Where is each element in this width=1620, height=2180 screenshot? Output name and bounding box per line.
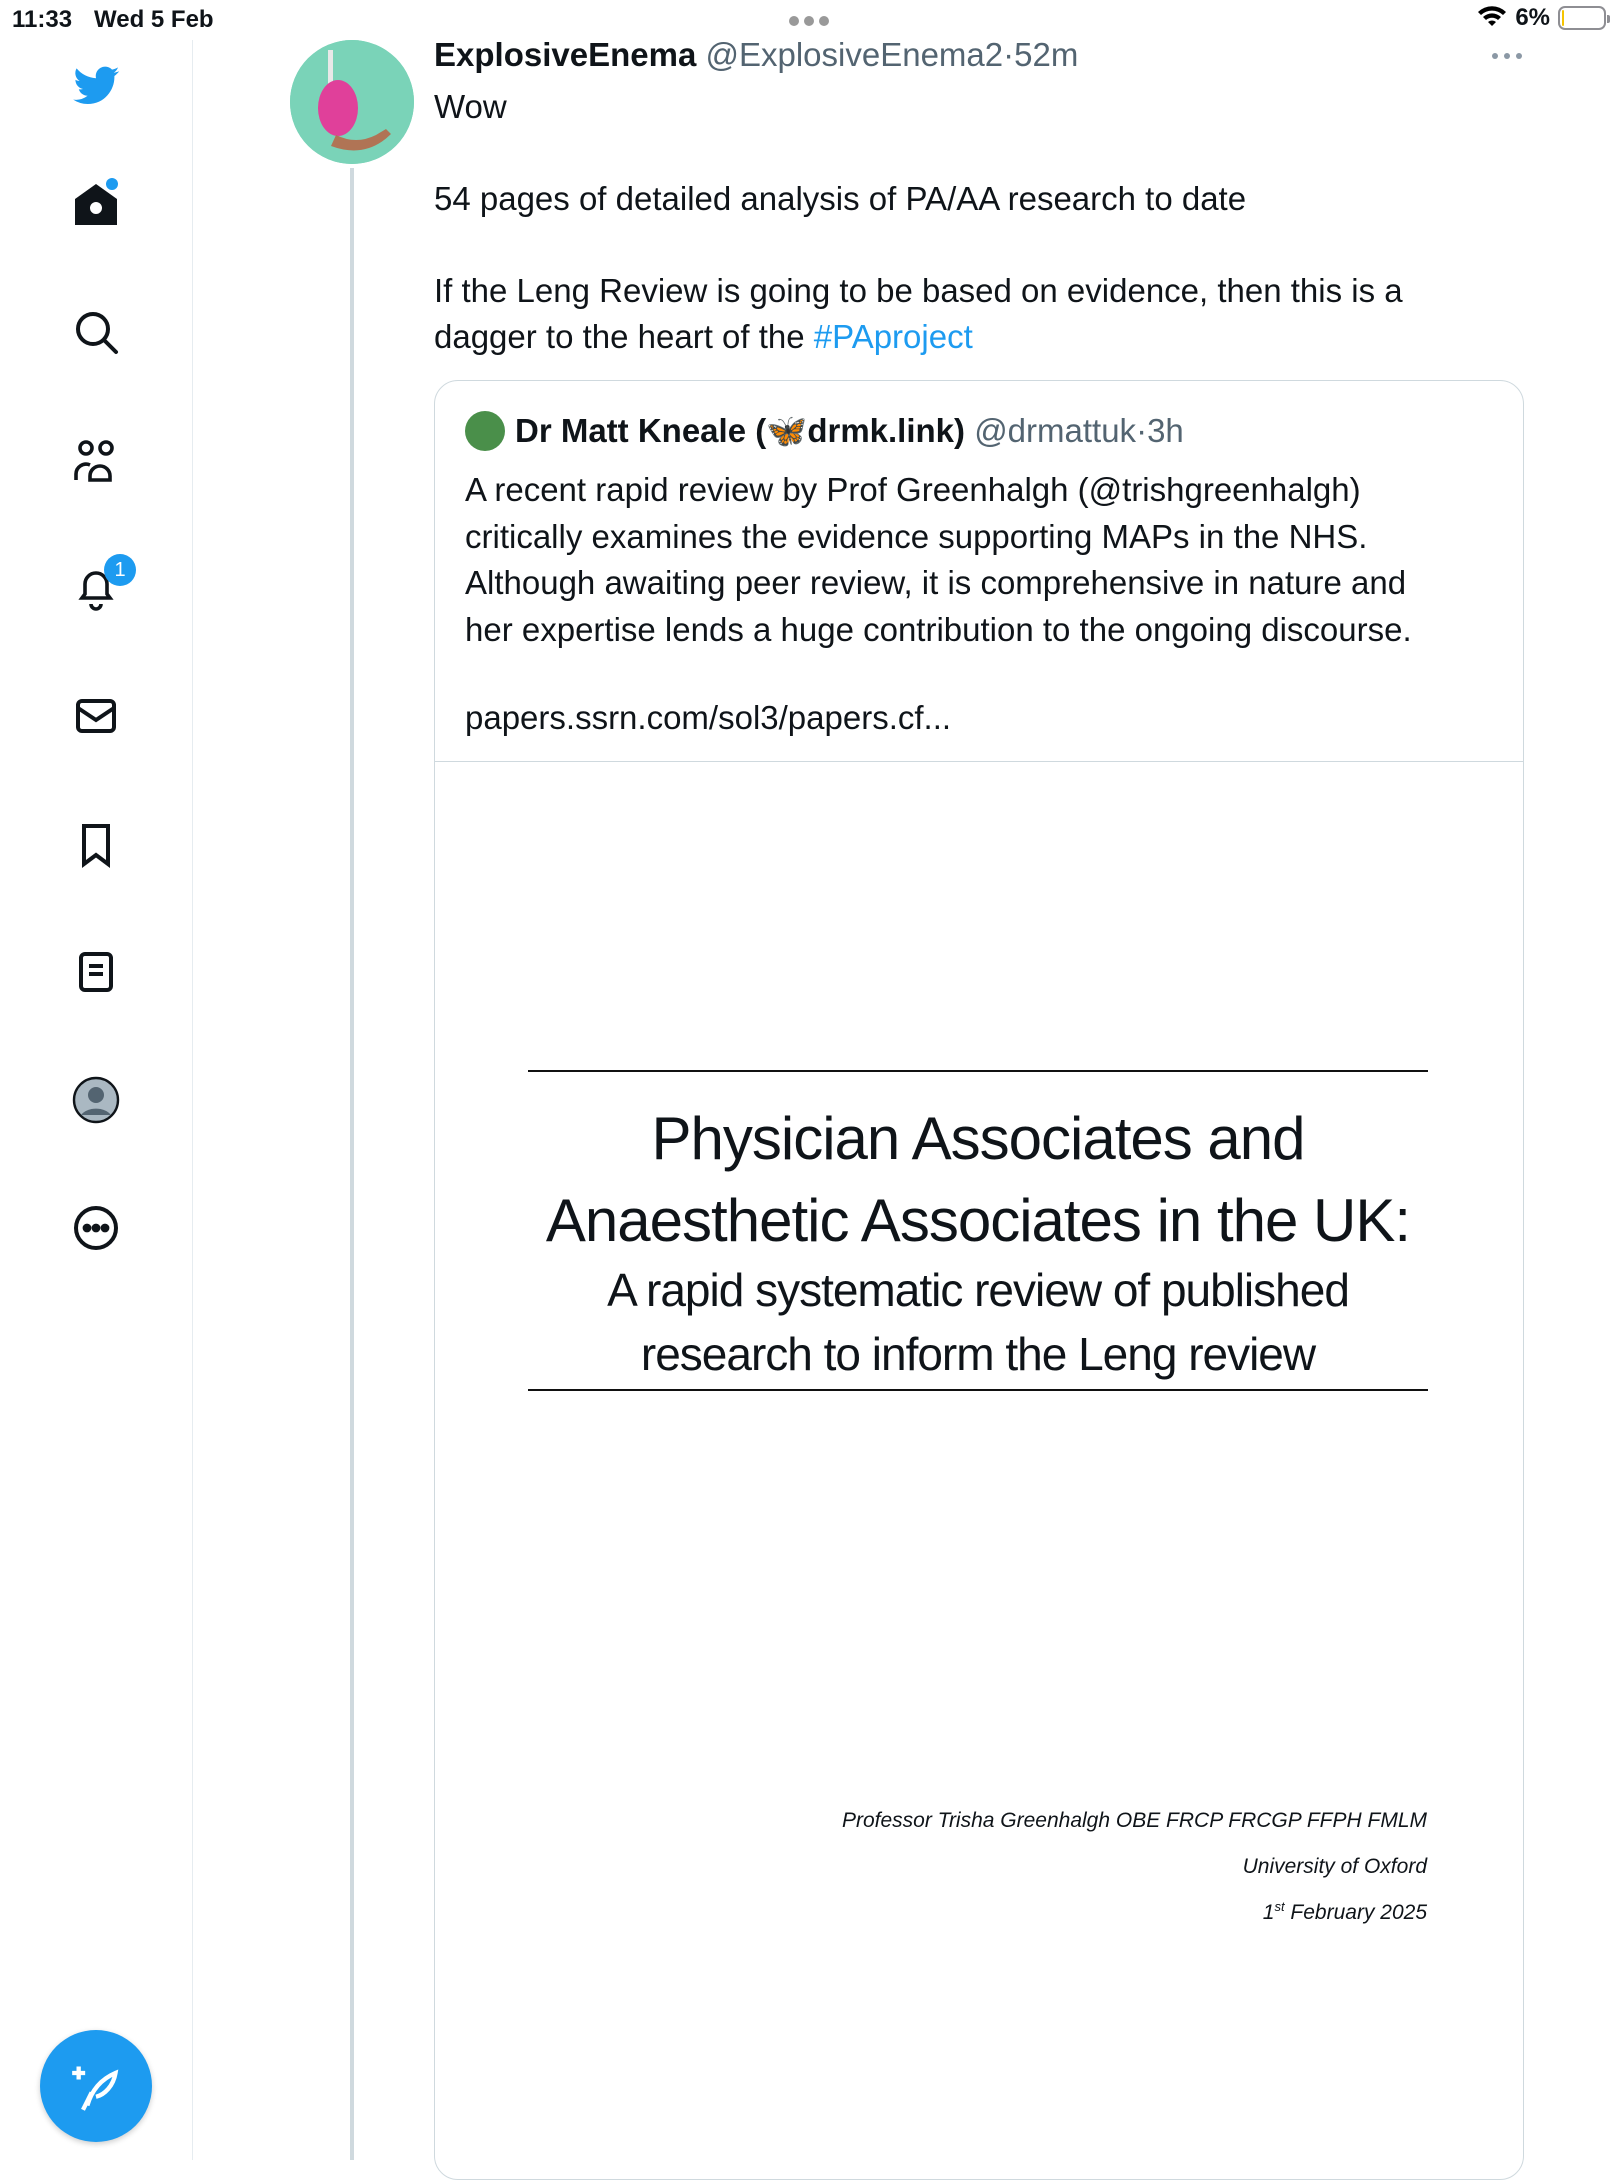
quote-separator: · (1136, 412, 1148, 449)
tweet-time[interactable]: 52m (1014, 36, 1079, 73)
battery-fill (1562, 10, 1564, 26)
bird-icon (72, 62, 120, 110)
tweet-avatar[interactable] (290, 40, 414, 164)
tweet-text-line (434, 314, 1524, 360)
doc-title-line: Anaesthetic Associates in the UK: (545, 1187, 1411, 1254)
separator: · (1003, 36, 1015, 73)
quote-header (465, 411, 1184, 451)
quote-text-line: A recent rapid review by Prof Greenhalgh (@trishgreenhalgh) (465, 471, 1361, 508)
doc-subtitle-line: A rapid systematic review of published (607, 1264, 1349, 1316)
doc-title-line: Physician Associates and (651, 1105, 1305, 1172)
author-name[interactable]: ExplosiveEnema (434, 36, 697, 73)
doc-author: Professor Trisha Greenhalgh OBE FRCP FRCGP FFPH FMLM (841, 1809, 1427, 1832)
nav-home[interactable] (58, 166, 134, 242)
unread-dot (106, 178, 118, 190)
nav-lists[interactable] (58, 934, 134, 1010)
compose-icon (70, 2060, 122, 2112)
butterfly-emoji: 🦋 (766, 411, 808, 449)
tweet-text-line: Wow (434, 88, 507, 125)
status-date: Wed 5 Feb (94, 6, 214, 33)
quoted-tweet-card[interactable] (434, 380, 1524, 2180)
thread-line (350, 168, 354, 2160)
doc-subtitle-line: research to inform the Leng review (640, 1328, 1316, 1380)
quote-name-suffix: drmk.link) (807, 411, 966, 449)
nav-messages[interactable] (58, 678, 134, 754)
quote-time[interactable]: 3h (1147, 412, 1184, 449)
compose-button[interactable] (40, 2030, 152, 2142)
tweet-text-part: dagger to the heart of the (434, 318, 805, 355)
quote-link[interactable]: papers.ssrn.com/sol3/papers.cf... (465, 699, 952, 736)
status-bar (0, 0, 1620, 40)
doc-date-rest: February 2025 (1284, 1901, 1427, 1924)
quote-name-prefix: Dr Matt Kneale ( (515, 411, 767, 449)
status-right (1477, 4, 1606, 32)
nav-bookmarks[interactable] (58, 806, 134, 882)
battery-icon (1558, 6, 1606, 30)
avatar-image (290, 40, 414, 164)
quote-author-handle[interactable]: @drmattuk (974, 412, 1137, 449)
quote-text-line: Although awaiting peer review, it is comprehensive in nature and (465, 564, 1407, 601)
quote-text-line: critically examines the evidence supporting MAPs in the NHS. (465, 517, 1368, 555)
doc-date-day: 1 (1262, 1901, 1275, 1924)
search-icon (72, 308, 120, 356)
quote-text-line: her expertise lends a huge contribution to the ongoing discourse. (465, 610, 1412, 648)
avatar-icon (72, 1076, 120, 1124)
quote-author-name[interactable] (515, 412, 965, 451)
notification-badge: 1 (104, 554, 136, 586)
people-icon (72, 436, 120, 484)
sidebar (0, 40, 193, 2160)
bookmark-icon (72, 820, 120, 868)
tweet-header (434, 36, 1078, 74)
more-circle-icon (72, 1204, 120, 1252)
twitter-logo[interactable] (58, 48, 134, 124)
quote-avatar[interactable] (465, 411, 505, 451)
more-options-icon[interactable] (1490, 50, 1524, 62)
quote-text (465, 467, 1505, 653)
tweet-text-line: 54 pages of detailed analysis of PA/AA research to date (434, 180, 1247, 217)
nav-profile[interactable] (58, 1062, 134, 1138)
battery-percent: 6% (1515, 4, 1550, 31)
doc-top-rule (528, 1070, 1428, 1072)
multitasking-dots-icon[interactable] (789, 13, 835, 25)
nav-communities[interactable] (58, 422, 134, 498)
quote-divider (435, 761, 1524, 762)
nav-notifications[interactable] (58, 550, 134, 626)
doc-date-suffix: st (1274, 1899, 1285, 1914)
author-handle[interactable]: @ExplosiveEnema2 (705, 36, 1004, 73)
doc-bottom-rule (528, 1389, 1428, 1391)
doc-date (1263, 1899, 1427, 1925)
status-time: 11:33 (12, 6, 73, 33)
hashtag-link[interactable]: #PAproject (813, 318, 973, 355)
tweet-text-line: If the Leng Review is going to be based on evidence, then this is a (434, 272, 1403, 309)
mail-icon (72, 692, 120, 740)
wifi-icon (1477, 6, 1507, 30)
nav-more[interactable] (58, 1190, 134, 1266)
list-icon (72, 948, 120, 996)
nav-explore[interactable] (58, 294, 134, 370)
doc-affiliation: University of Oxford (1242, 1855, 1427, 1878)
